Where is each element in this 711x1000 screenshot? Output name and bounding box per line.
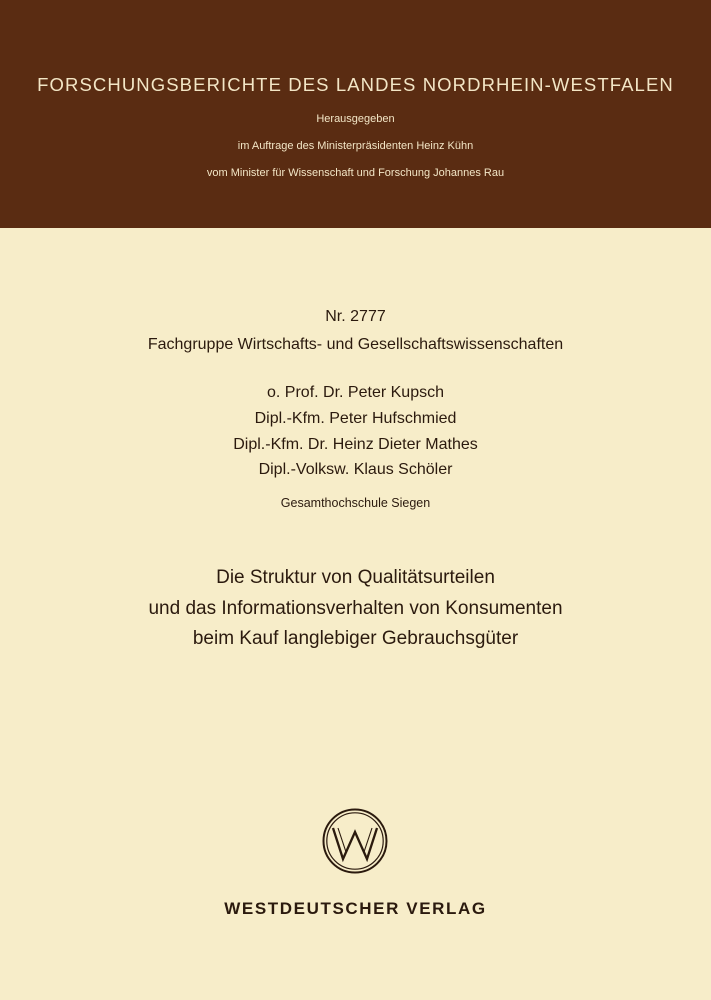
report-group: Fachgruppe Wirtschafts- und Gesellschaftswissenschaften	[147, 336, 564, 353]
title-line-3: beim Kauf langlebiger Gebrauchsgüter	[192, 628, 519, 649]
title-line-2: und das Informationsverhalten von Konsumenten	[148, 598, 563, 619]
author-3: Dipl.-Kfm. Dr. Heinz Dieter Mathes	[233, 436, 478, 453]
author-4: Dipl.-Volksw. Klaus Schöler	[258, 461, 453, 478]
commission-line: im Auftrage des Ministerpräsidenten Heinz Kühn	[237, 140, 474, 152]
author-2: Dipl.-Kfm. Peter Hufschmied	[254, 410, 457, 427]
editor-line: Herausgegeben	[316, 113, 395, 125]
author-1: o. Prof. Dr. Peter Kupsch	[267, 384, 444, 401]
minister-line: vom Minister für Wissenschaft und Forschung Johannes Rau	[206, 167, 505, 179]
header-band	[0, 0, 711, 228]
publisher-name: WESTDEUTSCHER VERLAG	[224, 899, 487, 918]
title-line-1: Die Struktur von Qualitätsurteilen	[216, 567, 495, 588]
report-number: Nr. 2777	[325, 308, 386, 325]
westdeutscher-verlag-logo-icon	[322, 808, 388, 874]
series-title: FORSCHUNGSBERICHTE DES LANDES NORDRHEIN-WESTFALEN	[37, 74, 674, 95]
institution: Gesamthochschule Siegen	[280, 496, 431, 510]
